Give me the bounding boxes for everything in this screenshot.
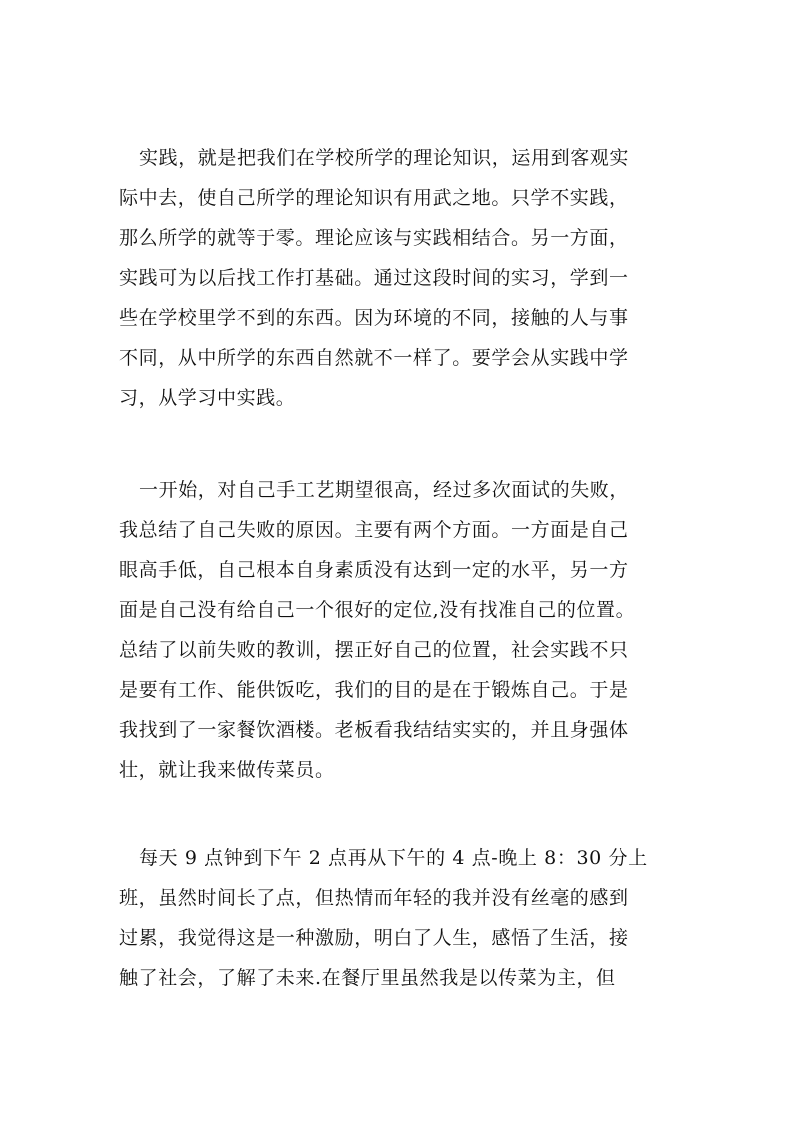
paragraph-line: 每天 9 点钟到下午 2 点再从下午的 4 点-晚上 8：30 分上 bbox=[139, 847, 648, 869]
paragraph-line: 我总结了自己失败的原因。主要有两个方面。一方面是自己 bbox=[119, 519, 629, 541]
paragraph-line: 一开始，对自己手工艺期望很高，经过多次面试的失败， bbox=[139, 479, 630, 501]
paragraph-line: 不同，从中所学的东西自然就不一样了。要学会从实践中学 bbox=[119, 347, 629, 369]
paragraph-line: 总结了以前失败的教训，摆正好自己的位置，社会实践不只 bbox=[119, 639, 629, 661]
paragraph-line: 实践可为以后找工作打基础。通过这段时间的实习，学到一 bbox=[119, 267, 629, 289]
paragraph-line: 过累，我觉得这是一种激励，明白了人生，感悟了生活，接 bbox=[119, 927, 629, 949]
paragraph-line: 际中去，使自己所学的理论知识有用武之地。只学不实践， bbox=[119, 187, 629, 209]
paragraph-line: 实践，就是把我们在学校所学的理论知识，运用到客观实 bbox=[139, 147, 630, 169]
paragraph-job-search bbox=[119, 470, 675, 790]
paragraph-line: 那么所学的就等于零。理论应该与实践相结合。另一方面， bbox=[119, 227, 629, 249]
paragraph-line: 些在学校里学不到的东西。因为环境的不同，接触的人与事 bbox=[119, 307, 629, 329]
paragraph-line: 面是自己没有给自己一个很好的定位,没有找准自己的位置。 bbox=[119, 599, 636, 621]
paragraph-line: 班，虽然时间长了点，但热情而年轻的我并没有丝毫的感到 bbox=[119, 887, 629, 909]
paragraph-line: 触了社会，了解了未来.在餐厅里虽然我是以传菜为主，但 bbox=[119, 967, 616, 989]
paragraph-line: 我找到了一家餐饮酒楼。老板看我结结实实的，并且身强体 bbox=[119, 719, 629, 741]
paragraph-line: 是要有工作、能供饭吃，我们的目的是在于锻炼自己。于是 bbox=[119, 679, 629, 701]
paragraph-line: 壮，就让我来做传菜员。 bbox=[119, 759, 335, 781]
paragraph-line: 眼高手低，自己根本自身素质没有达到一定的水平，另一方 bbox=[119, 559, 629, 581]
paragraph-work-schedule bbox=[119, 838, 675, 998]
paragraph-line: 习，从学习中实践。 bbox=[119, 387, 296, 409]
paragraph-practice-meaning bbox=[119, 138, 675, 418]
